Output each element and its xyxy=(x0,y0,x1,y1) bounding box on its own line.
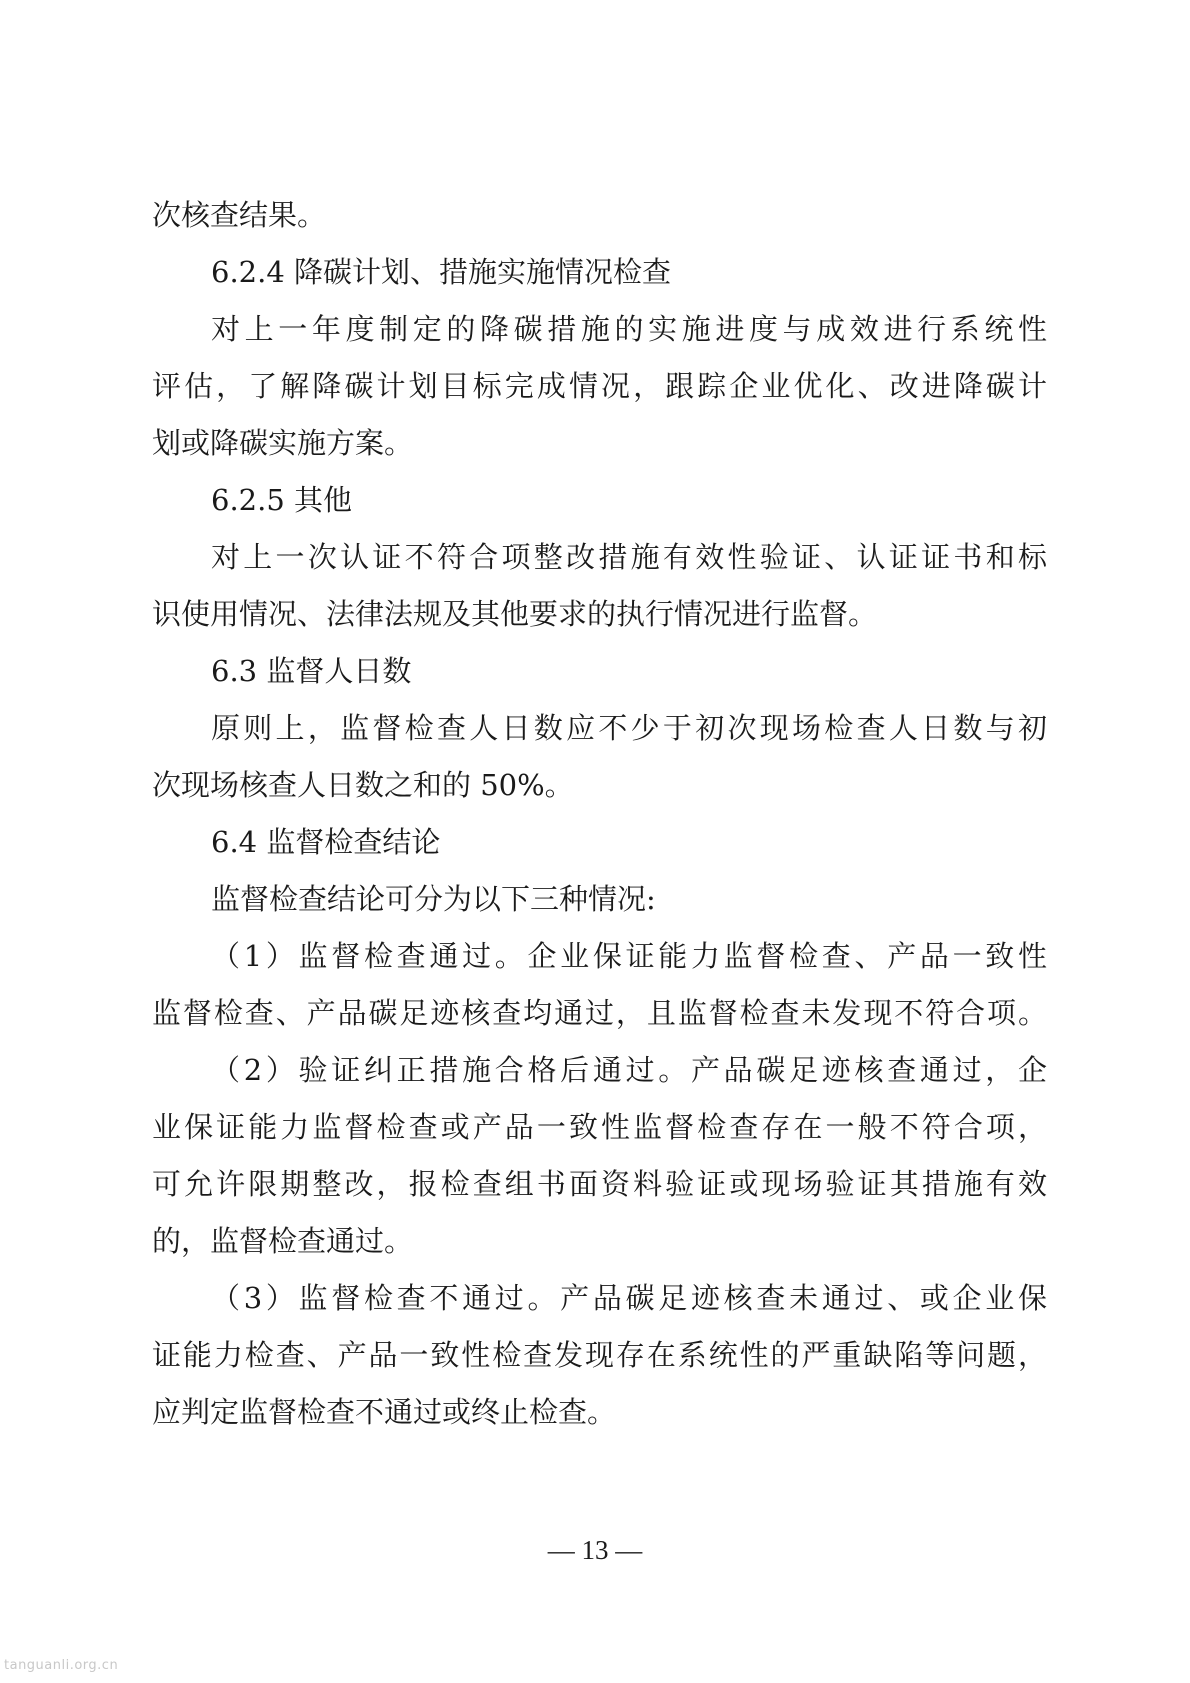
text-line: 对上一年度制定的降碳措施的实施进度与成效进行系统性 xyxy=(211,312,1047,346)
text-line: 划或降碳实施方案。 xyxy=(152,426,414,460)
section-heading-6-2-4: 6.2.4 降碳计划、措施实施情况检查 xyxy=(211,255,672,289)
list-item-3-line: 证能力检查、产品一致性检查发现存在系统性的严重缺陷等问题， xyxy=(152,1338,1047,1372)
watermark: tanguanli.org.cn xyxy=(4,1658,119,1673)
section-heading-6-3: 6.3 监督人日数 xyxy=(211,654,412,688)
list-item-3-line: 应判定监督检查不通过或终止检查。 xyxy=(152,1395,617,1429)
list-item-1-line: 监督检查、产品碳足迹核查均通过，且监督检查未发现不符合项。 xyxy=(152,996,1047,1030)
list-item-3-line: （3）监督检查不通过。产品碳足迹核查未通过、或企业保 xyxy=(211,1281,1047,1315)
text-line: 监督检查结论可分为以下三种情况: xyxy=(211,882,656,916)
text-line: 对上一次认证不符合项整改措施有效性验证、认证证书和标 xyxy=(211,540,1047,574)
text-line: 原则上，监督检查人日数应不少于初次现场检查人日数与初 xyxy=(211,711,1047,745)
text-line: 次现场核查人日数之和的 50%。 xyxy=(152,768,574,802)
text-line: 识使用情况、法律法规及其他要求的执行情况进行监督。 xyxy=(152,597,878,631)
list-item-2-line: （2）验证纠正措施合格后通过。产品碳足迹核查通过，企 xyxy=(211,1053,1047,1087)
list-item-2-line: 业保证能力监督检查或产品一致性监督检查存在一般不符合项， xyxy=(152,1110,1047,1144)
list-item-1-line: （1）监督检查通过。企业保证能力监督检查、产品一致性 xyxy=(211,939,1047,973)
section-heading-6-2-5: 6.2.5 其他 xyxy=(211,483,353,517)
text-line: 评估，了解降碳计划目标完成情况，跟踪企业优化、改进降碳计 xyxy=(152,369,1047,403)
section-heading-6-4: 6.4 监督检查结论 xyxy=(211,825,441,859)
list-item-2-line: 的，监督检查通过。 xyxy=(152,1224,414,1258)
page-number: — 13 — xyxy=(547,1535,643,1565)
text-line: 次核查结果。 xyxy=(152,198,327,232)
list-item-2-line: 可允许限期整改，报检查组书面资料验证或现场验证其措施有效 xyxy=(152,1167,1047,1201)
